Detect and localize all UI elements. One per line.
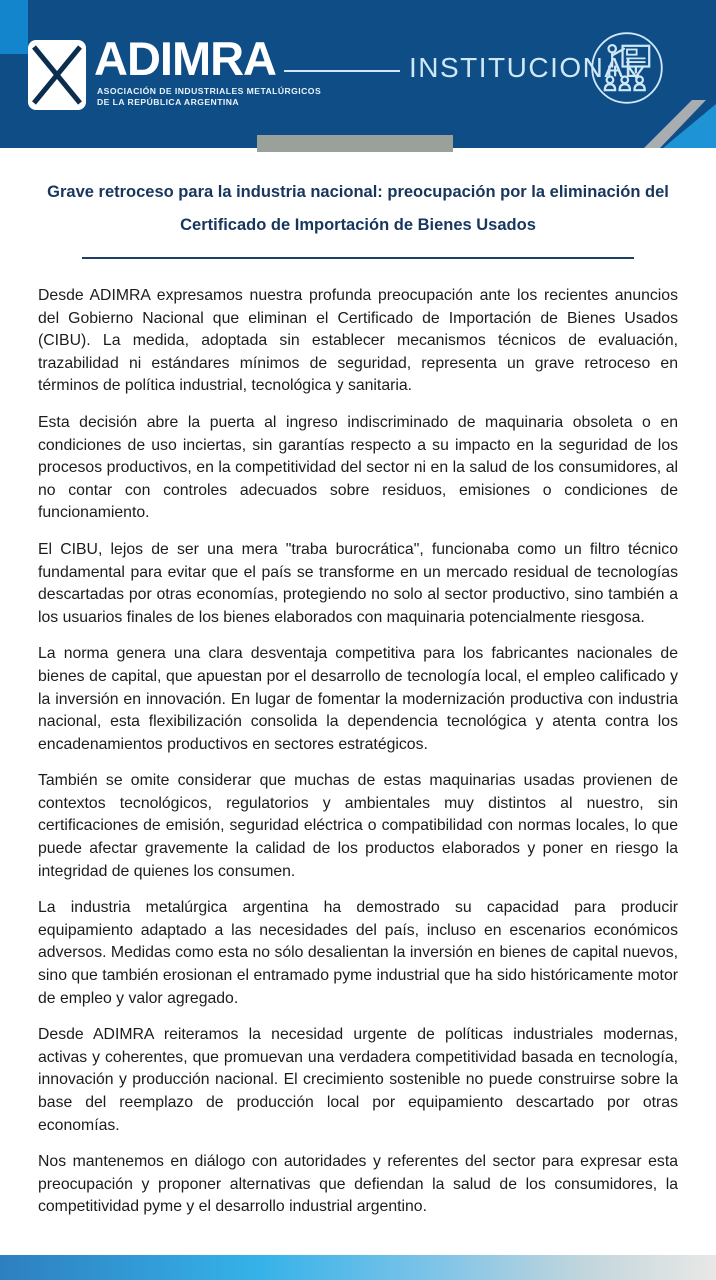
header-gray-bar — [257, 135, 453, 152]
article-paragraph: Desde ADIMRA expresamos nuestra profunda preocupación ante los recientes anuncios del Gobierno Nacional que eliminan el Certificado de Importación de Bienes Usados (CIBU). La medida, adoptada sin establecer mecanismos técnicos de evaluación, trazabilidad ni estándares mínimos de seguridad, representa un grave retroceso en términos de política industrial, tecnológica y sanitaria. — [38, 287, 678, 395]
header-divider-line — [284, 70, 400, 72]
brand-tagline-line1: ASOCIACIÓN DE INDUSTRIALES METALÚRGICOS — [97, 86, 322, 96]
footer-gradient-bar — [0, 1255, 716, 1280]
brand-wordmark: ADIMRA — [94, 32, 276, 85]
brand-tagline-line2: DE LA REPÚBLICA ARGENTINA — [97, 97, 240, 107]
article-paragraph: Nos mantenemos en diálogo con autoridades y referentes del sector para expresar esta preocupación y proponer alternativas que defiendan la salud de los consumidores, la competitividad pyme y el desarrollo industrial argentino. — [38, 1153, 678, 1216]
corner-diagonal-decoration — [614, 90, 716, 148]
article-paragraph: El CIBU, lejos de ser una mera "traba burocrática", funcionaba como un filtro técnico fundamental para evitar que el país se transforme en un mercado residual de tecnologías descartadas por otras economías, protegiendo no solo al sector productivo, sino también a los usuarios finales de los bienes elaborados con maquinaria potencialmente riesgosa. — [38, 540, 678, 626]
article-paragraph: Desde ADIMRA reiteramos la necesidad urgente de políticas industriales modernas, activas y coherentes, que promuevan una verdadera competitividad basada en tecnología, innovación y producción nacional. El crecimiento sostenible no puede construirse sobre la base del reemplazo de producción local por equipamiento descartado por otras economías. — [38, 1026, 678, 1134]
header-banner — [0, 0, 716, 148]
section-label: INSTITUCIONAL — [409, 52, 642, 83]
brand-tagline — [97, 86, 321, 108]
article-title — [38, 176, 678, 242]
paragraphs-container — [38, 285, 678, 1219]
article-paragraph: Esta decisión abre la puerta al ingreso indiscriminado de maquinaria obsoleta o en condiciones de uso inciertas, sin garantías respecto a su impacto en la seguridad de los procesos productivos, en la competitividad del sector ni en la salud de los consumidores, al no contar con controles adecuados sobre residuos, emisiones o condiciones de funcionamiento. — [38, 413, 678, 522]
adimra-logo-icon — [28, 40, 86, 110]
article-title-line1: Grave retroceso para la industria nacional: preocupación por la eliminación del — [47, 183, 669, 201]
article-paragraph: La industria metalúrgica argentina ha demostrado su capacidad para producir equipamiento adaptado a las necesidades del país, incluso en escenarios económicos adversos. Medidas como esta no sólo desalientan la inversión en bienes de capital nuevos, sino que también erosionan el entramado pyme industrial que ha sido históricamente motor de empleo y valor agregado. — [38, 899, 678, 1007]
article-title-line2: Certificado de Importación de Bienes Usados — [180, 216, 536, 234]
article-paragraph: La norma genera una clara desventaja competitiva para los fabricantes nacionales de bienes de capital, que apuestan por el desarrollo de tecnología local, el empleo calificado y la inversión en innovación. En lugar de fomentar la modernización productiva con industria nacional, esta flexibilización consolida la dependencia tecnológica y atenta contra los encadenamientos productivos en sectores estratégicos. — [38, 645, 678, 753]
article-paragraph: También se omite considerar que muchas de estas maquinarias usadas provienen de contextos tecnológicos, regulatorios y ambientales muy distintos al nuestro, sin certificaciones de emisión, seguridad eléctrica o compatibilidad con normas locales, lo que puede afectar gravemente la calidad de los productos elaborados y poner en riesgo la integridad de quienes los consumen. — [38, 772, 678, 880]
corner-accent-square — [0, 0, 28, 54]
title-underline — [82, 257, 634, 259]
article-body — [0, 148, 716, 1233]
